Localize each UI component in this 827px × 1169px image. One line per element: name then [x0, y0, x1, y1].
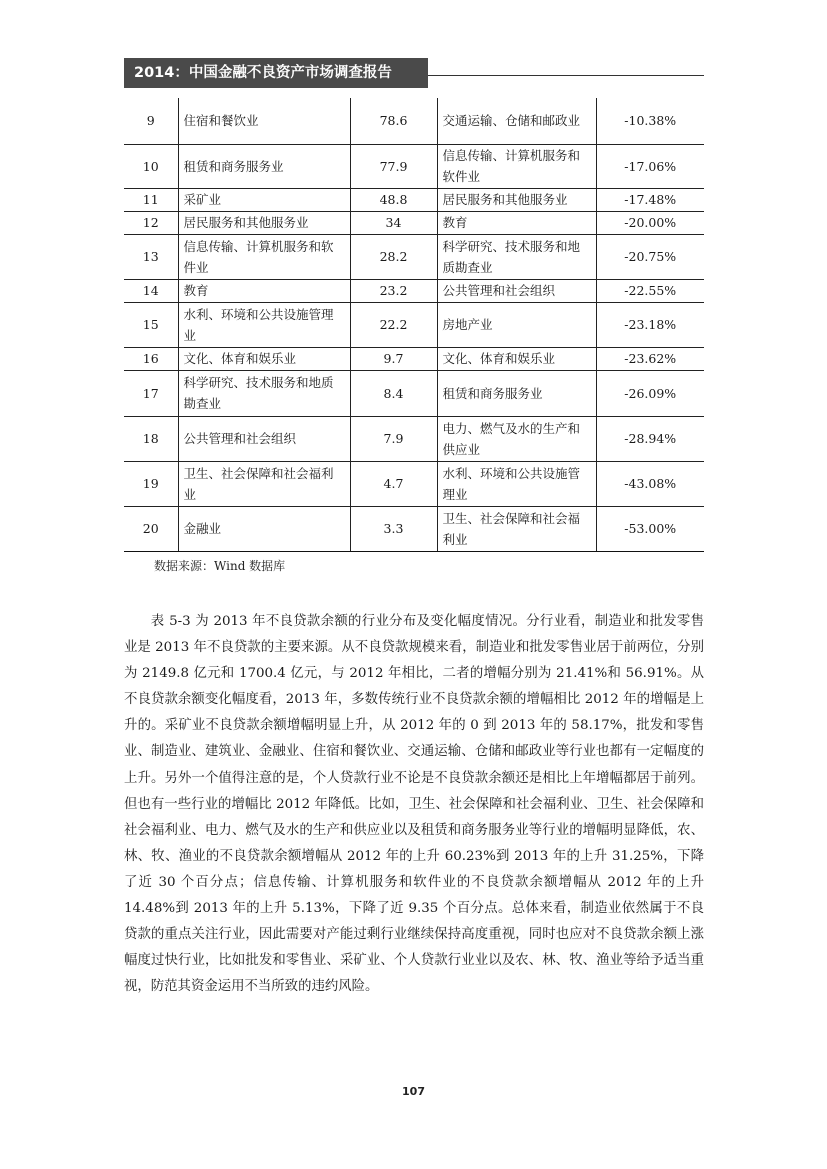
change-cell: -53.00% — [596, 506, 704, 551]
table-row — [124, 279, 704, 302]
table-row — [124, 370, 704, 416]
industry-cell: 教育 — [178, 279, 350, 302]
balance-cell: 78.6 — [350, 98, 437, 144]
change-industry-cell: 文化、体育和娱乐业 — [437, 347, 596, 370]
rank-cell: 10 — [124, 144, 178, 188]
balance-cell: 23.2 — [350, 279, 437, 302]
change-cell: -17.48% — [596, 188, 704, 211]
industry-cell: 公共管理和社会组织 — [178, 416, 350, 461]
balance-cell: 7.9 — [350, 416, 437, 461]
rank-cell: 9 — [124, 98, 178, 144]
industry-cell: 住宿和餐饮业 — [178, 98, 350, 144]
industry-npl-table — [124, 98, 704, 552]
table-row — [124, 188, 704, 211]
balance-cell: 8.4 — [350, 370, 437, 416]
rank-cell: 17 — [124, 370, 178, 416]
industry-cell: 文化、体育和娱乐业 — [178, 347, 350, 370]
rank-cell: 13 — [124, 234, 178, 279]
rank-cell: 15 — [124, 302, 178, 347]
balance-cell: 9.7 — [350, 347, 437, 370]
change-cell: -20.75% — [596, 234, 704, 279]
table-row — [124, 98, 704, 144]
change-cell: -28.94% — [596, 416, 704, 461]
table-row — [124, 302, 704, 347]
rank-cell: 11 — [124, 188, 178, 211]
change-cell: -26.09% — [596, 370, 704, 416]
change-industry-cell: 交通运输、仓储和邮政业 — [437, 98, 596, 144]
industry-cell: 采矿业 — [178, 188, 350, 211]
balance-cell: 28.2 — [350, 234, 437, 279]
table-row — [124, 347, 704, 370]
industry-cell: 金融业 — [178, 506, 350, 551]
change-cell: -23.18% — [596, 302, 704, 347]
change-industry-cell: 教育 — [437, 211, 596, 234]
change-industry-cell: 科学研究、技术服务和地质勘查业 — [437, 234, 596, 279]
balance-cell: 22.2 — [350, 302, 437, 347]
table-row — [124, 144, 704, 188]
table-row — [124, 461, 704, 506]
change-industry-cell: 公共管理和社会组织 — [437, 279, 596, 302]
report-header-title: 2014：中国金融不良资产市场调查报告 — [124, 58, 428, 88]
change-cell: -17.06% — [596, 144, 704, 188]
rank-cell: 16 — [124, 347, 178, 370]
balance-cell: 3.3 — [350, 506, 437, 551]
balance-cell: 34 — [350, 211, 437, 234]
change-industry-cell: 租赁和商务服务业 — [437, 370, 596, 416]
page-number: 107 — [402, 1085, 425, 1098]
change-industry-cell: 房地产业 — [437, 302, 596, 347]
change-industry-cell: 信息传输、计算机服务和软件业 — [437, 144, 596, 188]
industry-cell: 信息传输、计算机服务和软件业 — [178, 234, 350, 279]
body-paragraph: 表 5-3 为 2013 年不良贷款余额的行业分布及变化幅度情况。分行业看，制造业和批发零售业是 2013 年不良贷款的主要来源。从不良贷款规模来看，制造业和批发零售业居于前两位，分别为 2149.8 亿元和 1700.4 亿元，与 2012 年相比，二者的增幅分别为 21.41%和 56.91%。从不良贷款余额变化幅度看，2013 年，多数传统行业不良贷款余额的增幅相比 2012 年的增幅是上升的。采矿业不良贷款余额增幅明显上升，从 2012 年的 0 到 2013 年的 58.17%，批发和零售业、制造业、建筑业、金融业、住宿和餐饮业、交通运输、仓储和邮政业等行业也都有一定幅度的上升。另外一个值得注意的是，个人贷款行业不论是不良贷款余额还是相比上年增幅都居于前列。但也有一些行业的增幅比 2012 年降低。比如，卫生、社会保障和社会福利业、卫生、社会保障和社会福利业、电力、燃气及水的生产和供应业以及租赁和商务服务业等行业的增幅明显降低，农、林、牧、渔业的不良贷款余额增幅从 2012 年的上升 60.23%到 2013 年的上升 31.25%，下降了近 30 个百分点；信息传输、计算机服务和软件业的不良贷款余额增幅从 2012 年的上升 14.48%到 2013 年的上升 5.13%，下降了近 9.35 个百分点。总体来看，制造业依然属于不良贷款的重点关注行业，因此需要对产能过剩行业继续保持高度重视，同时也应对不良贷款余额上涨幅度过快行业，比如批发和零售业、采矿业、个人贷款行业业以及农、林、牧、渔业等给予适当重视，防范其资金运用不当所致的违约风险。 — [124, 614, 704, 995]
rank-cell: 19 — [124, 461, 178, 506]
table-row — [124, 211, 704, 234]
balance-cell: 4.7 — [350, 461, 437, 506]
change-industry-cell: 电力、燃气及水的生产和供应业 — [437, 416, 596, 461]
industry-cell: 居民服务和其他服务业 — [178, 211, 350, 234]
table-row — [124, 506, 704, 551]
change-cell: -43.08% — [596, 461, 704, 506]
industry-cell: 科学研究、技术服务和地质勘查业 — [178, 370, 350, 416]
rank-cell: 14 — [124, 279, 178, 302]
change-cell: -22.55% — [596, 279, 704, 302]
change-industry-cell: 居民服务和其他服务业 — [437, 188, 596, 211]
change-industry-cell: 卫生、社会保障和社会福利业 — [437, 506, 596, 551]
rank-cell: 12 — [124, 211, 178, 234]
change-cell: -10.38% — [596, 98, 704, 144]
change-cell: -20.00% — [596, 211, 704, 234]
balance-cell: 48.8 — [350, 188, 437, 211]
change-industry-cell: 水利、环境和公共设施管理业 — [437, 461, 596, 506]
change-cell: -23.62% — [596, 347, 704, 370]
rank-cell: 18 — [124, 416, 178, 461]
rank-cell: 20 — [124, 506, 178, 551]
source-note: 数据来源：Wind 数据库 — [154, 559, 286, 573]
industry-cell: 水利、环境和公共设施管理业 — [178, 302, 350, 347]
industry-cell: 卫生、社会保障和社会福利业 — [178, 461, 350, 506]
table-row — [124, 416, 704, 461]
industry-cell: 租赁和商务服务业 — [178, 144, 350, 188]
balance-cell: 77.9 — [350, 144, 437, 188]
header-rule — [428, 75, 704, 76]
table-row — [124, 234, 704, 279]
